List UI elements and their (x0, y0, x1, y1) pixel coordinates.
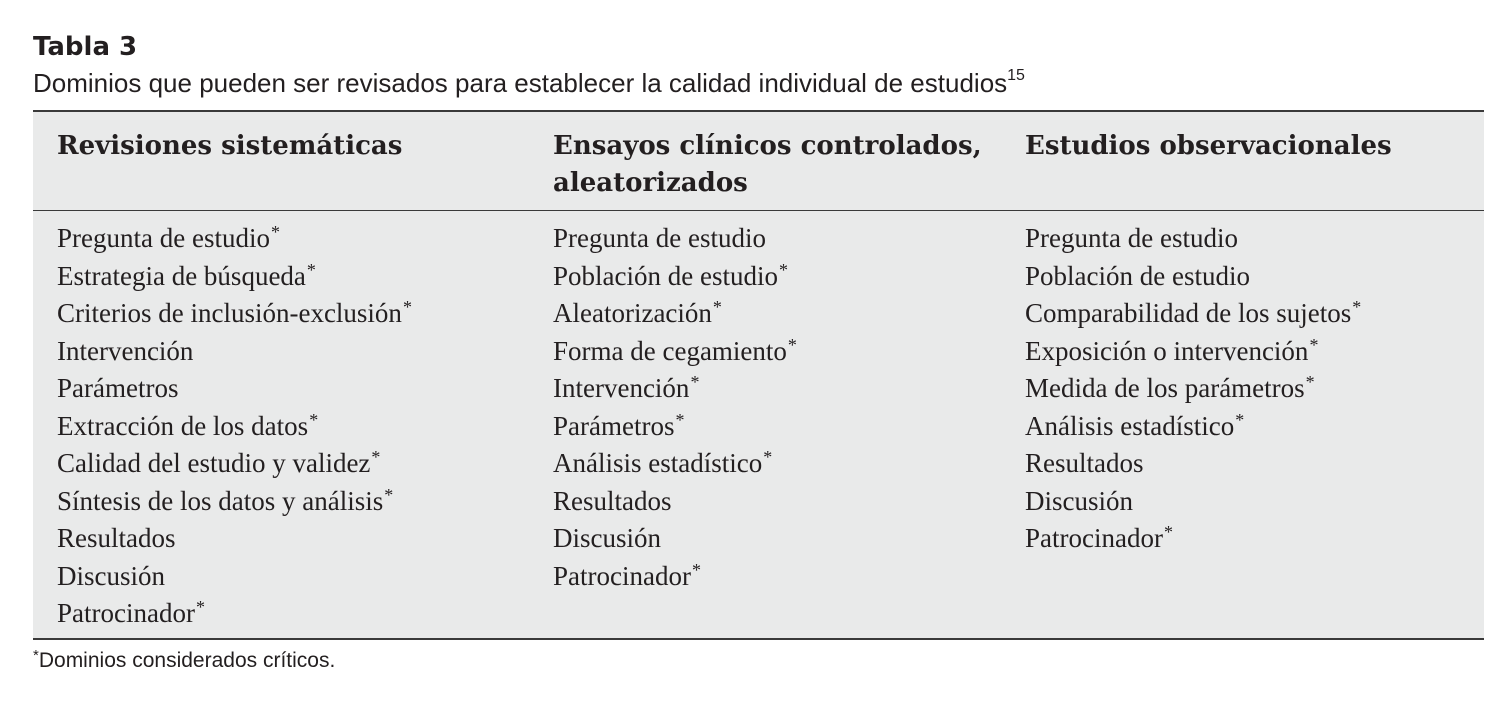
table-cell (553, 333, 797, 371)
header-randomized-trials: Ensayos clínicos controlados, aleatorizados (553, 131, 982, 198)
critical-domain-mark: * (270, 222, 280, 242)
critical-domain-mark: * (1309, 334, 1319, 355)
domain-label: Patrocinador (1025, 523, 1163, 553)
critical-domain-mark: * (384, 484, 394, 505)
column-randomized-trials (553, 220, 797, 595)
critical-domain-mark: * (712, 297, 722, 317)
reference-number: 15 (1007, 67, 1025, 84)
domain-label: Comparabilidad de los sujetos (1025, 298, 1352, 328)
table-cell (57, 370, 412, 408)
critical-domain-mark: * (1235, 409, 1245, 430)
domains-table (33, 110, 1484, 640)
domain-label: Calidad del estudio y validez (57, 448, 371, 478)
critical-domain-mark: * (306, 259, 316, 280)
table-cell (553, 370, 797, 408)
table-cell (553, 520, 797, 558)
domain-label: Discusión (57, 560, 165, 591)
table-cell (553, 408, 797, 446)
table-cell (57, 258, 412, 296)
critical-domain-mark: * (195, 597, 205, 617)
column-systematic-reviews (57, 220, 412, 633)
critical-domain-mark: * (402, 297, 412, 317)
critical-domain-mark: * (763, 447, 773, 467)
table-cell (553, 445, 797, 483)
domain-label: Pregunta de estudio (553, 223, 766, 253)
header-systematic-reviews: Revisiones sistemáticas (57, 131, 403, 161)
footnote-text: Dominios considerados críticos. (38, 649, 336, 672)
table-cell (553, 483, 797, 521)
table-subtitle (33, 66, 1025, 100)
critical-domain-mark: * (690, 372, 700, 392)
critical-domain-mark: * (1305, 372, 1315, 392)
domain-label: Población de estudio (553, 260, 778, 291)
table-cell (57, 595, 412, 633)
column-observational-studies (1025, 220, 1361, 558)
table-cell (57, 558, 412, 596)
critical-domain-mark: * (309, 409, 319, 430)
table-cell (1025, 258, 1361, 296)
header-observational-studies: Estudios observacionales (1025, 131, 1392, 161)
critical-domain-mark: * (371, 447, 381, 467)
domain-label: Resultados (57, 523, 176, 553)
domain-label: Análisis estadístico (553, 448, 763, 478)
critical-domain-mark: * (691, 559, 701, 580)
table-cell (1025, 333, 1361, 371)
domain-label: Análisis estadístico (1025, 410, 1235, 441)
table-subtitle-text: Dominios que pueden ser revisados para establecer la calidad individual de estudios (33, 68, 1008, 98)
domain-label: Población de estudio (1025, 260, 1250, 291)
critical-domain-mark: * (1163, 522, 1173, 542)
table-cell (57, 408, 412, 446)
footnote-mark: * (33, 647, 39, 664)
table-cell (57, 445, 412, 483)
domain-label: Intervención (57, 335, 194, 366)
domain-label: Aleatorización (553, 298, 712, 328)
table-header-row (33, 112, 1484, 211)
table-cell (1025, 370, 1361, 408)
domain-label: Pregunta de estudio (1025, 223, 1238, 253)
domain-label: Discusión (1025, 485, 1133, 516)
domain-label: Patrocinador (553, 560, 691, 591)
critical-domain-mark: * (778, 259, 788, 280)
table-cell (1025, 408, 1361, 446)
table-cell (553, 295, 797, 333)
table-cell (57, 220, 412, 258)
domain-label: Resultados (1025, 448, 1144, 478)
domain-label: Síntesis de los datos y análisis (57, 485, 384, 516)
domain-label: Exposición o intervención (1025, 335, 1309, 366)
table-cell (1025, 520, 1361, 558)
table-cell (553, 220, 797, 258)
table-cell (1025, 295, 1361, 333)
domain-label: Extracción de los datos (57, 410, 309, 441)
table-footnote (33, 646, 335, 676)
domain-label: Parámetros (57, 373, 179, 403)
domain-label: Patrocinador (57, 598, 195, 628)
critical-domain-mark: * (675, 409, 685, 430)
critical-domain-mark: * (1352, 297, 1362, 317)
table-cell (57, 333, 412, 371)
table-cell (1025, 483, 1361, 521)
table-cell (1025, 445, 1361, 483)
table-cell (1025, 220, 1361, 258)
table-cell (553, 258, 797, 296)
table-cell (57, 520, 412, 558)
domain-label: Intervención (553, 373, 690, 403)
domain-label: Medida de los parámetros (1025, 373, 1305, 403)
critical-domain-mark: * (787, 334, 797, 355)
table-cell (553, 558, 797, 596)
domain-label: Forma de cegamiento (553, 335, 787, 366)
domain-label: Estrategia de búsqueda (57, 260, 306, 291)
table-title: Tabla 3 (33, 32, 138, 62)
table-cell (57, 295, 412, 333)
domain-label: Pregunta de estudio (57, 223, 270, 253)
domain-label: Parámetros (553, 410, 675, 441)
domain-label: Resultados (553, 485, 672, 516)
domain-label: Discusión (553, 523, 661, 553)
table-cell (57, 483, 412, 521)
domain-label: Criterios de inclusión-exclusión (57, 298, 402, 328)
